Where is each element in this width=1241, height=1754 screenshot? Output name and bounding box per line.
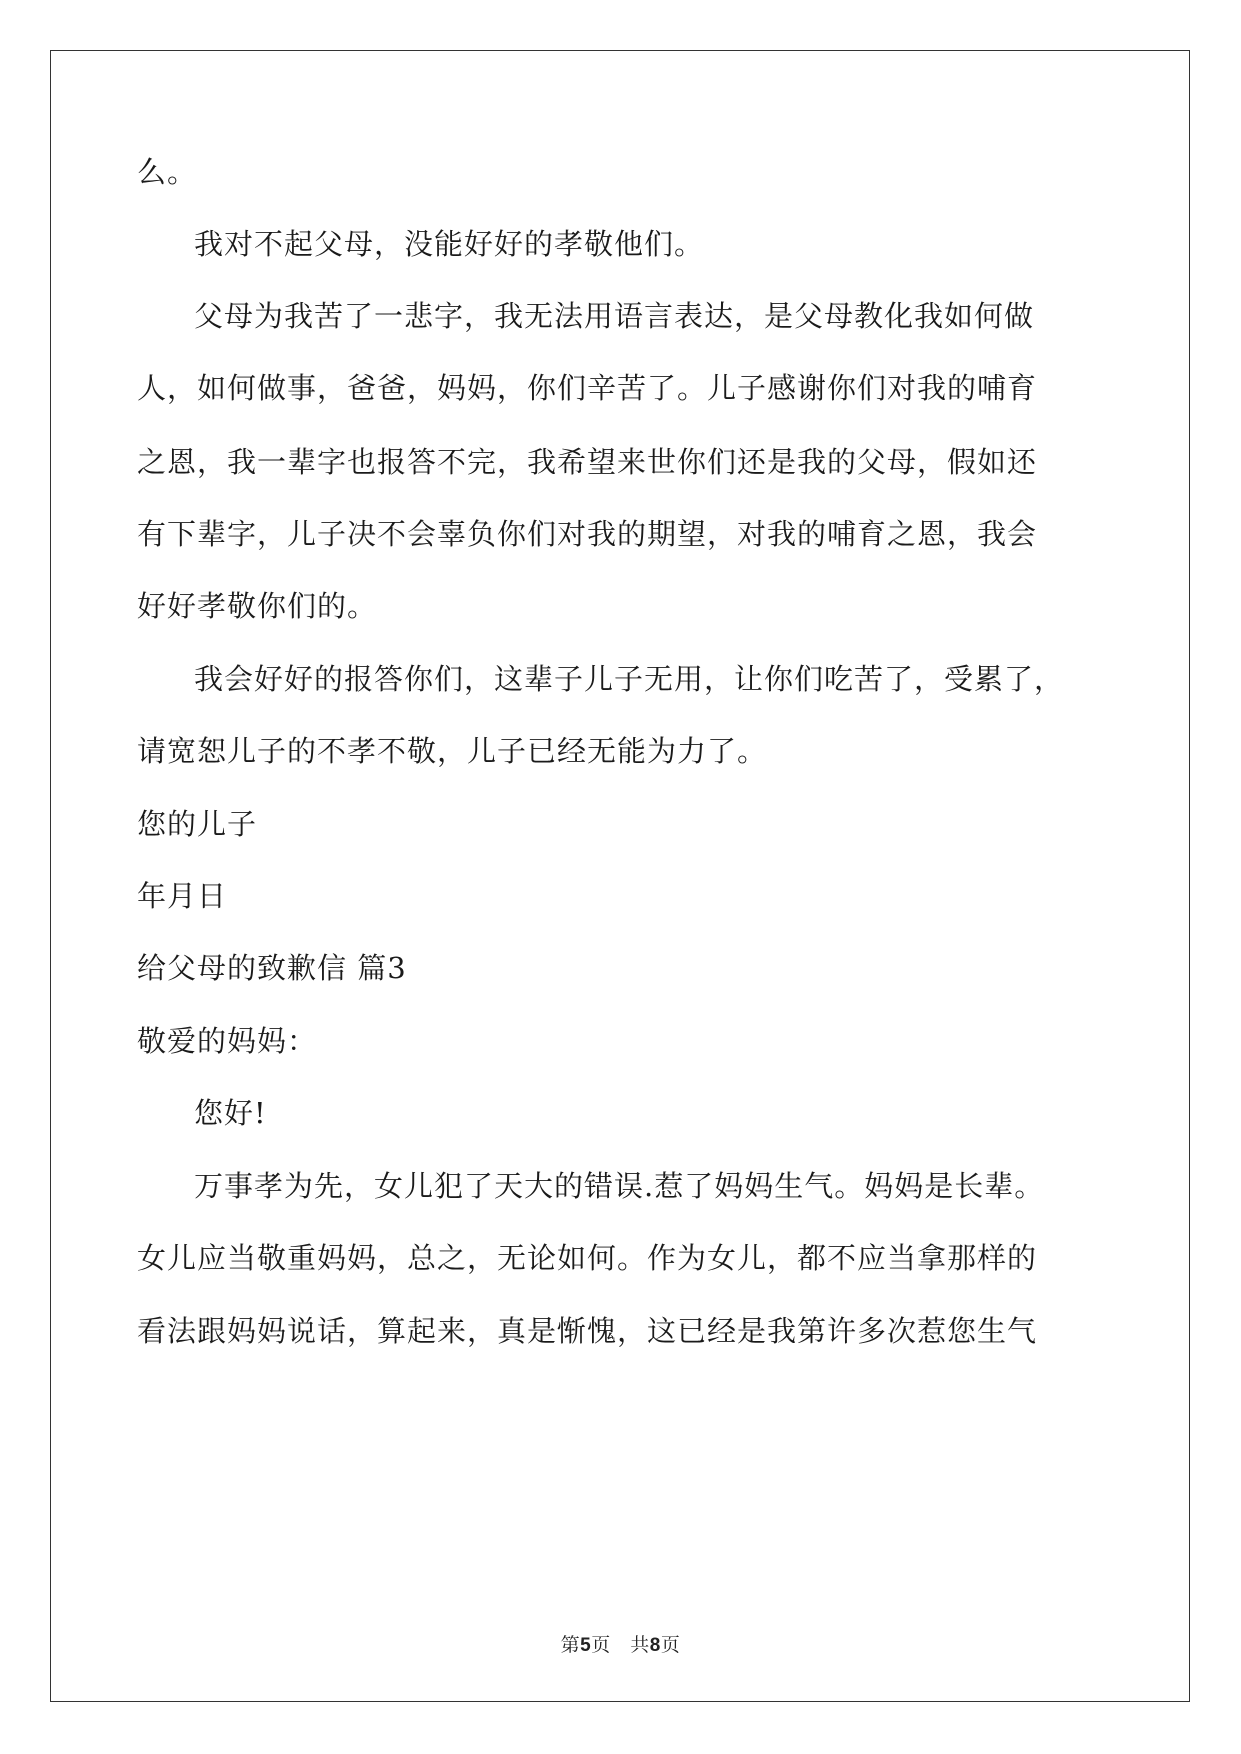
page-footer	[0, 1630, 1241, 1657]
section-heading: 给父母的致歉信 篇3	[137, 951, 407, 985]
salutation-line: 敬爱的妈妈：	[137, 1024, 318, 1058]
footer-page-number: 5	[580, 1635, 592, 1656]
text-line-1: 么。	[137, 155, 198, 189]
text-line-6: 有下辈字，儿子决不会辜负你们对我的期望，对我的哺育之恩，我会	[137, 517, 1038, 551]
footer-suffix: 页	[660, 1634, 681, 1656]
text-line-8: 我会好好的报答你们，这辈子儿子无用，让你们吃苦了，受累了，	[194, 662, 1065, 696]
signature-line: 您的儿子	[137, 807, 258, 841]
text-line-17: 看法跟妈妈说话，算起来，真是惭愧，这已经是我第许多次惹您生气	[137, 1314, 1038, 1348]
text-line-16: 女儿应当敬重妈妈，总之，无论如何。作为女儿，都不应当拿那样的	[137, 1241, 1038, 1275]
text-line-7: 好好孝敬你们的。	[137, 589, 378, 623]
date-line: 年月日	[137, 879, 228, 913]
text-line-5: 之恩，我一辈字也报答不完，我希望来世你们还是我的父母，假如还	[137, 445, 1038, 479]
text-line-3: 父母为我苦了一悲字，我无法用语言表达，是父母教化我如何做	[194, 299, 1035, 333]
text-line-2: 我对不起父母，没能好好的孝敬他们。	[194, 227, 705, 261]
text-line-9: 请宽恕儿子的不孝不敬，儿子已经无能为力了。	[137, 734, 768, 768]
text-line-4: 人，如何做事，爸爸，妈妈，你们辛苦了。儿子感谢你们对我的哺育	[137, 371, 1038, 405]
footer-mid: 页 共	[591, 1634, 650, 1656]
text-line-15: 万事孝为先，女儿犯了天大的错误.惹了妈妈生气。妈妈是长辈。	[194, 1169, 1045, 1203]
footer-total-pages: 8	[649, 1635, 661, 1656]
footer-prefix: 第	[560, 1634, 581, 1656]
greeting-line: 您好!	[194, 1096, 267, 1130]
